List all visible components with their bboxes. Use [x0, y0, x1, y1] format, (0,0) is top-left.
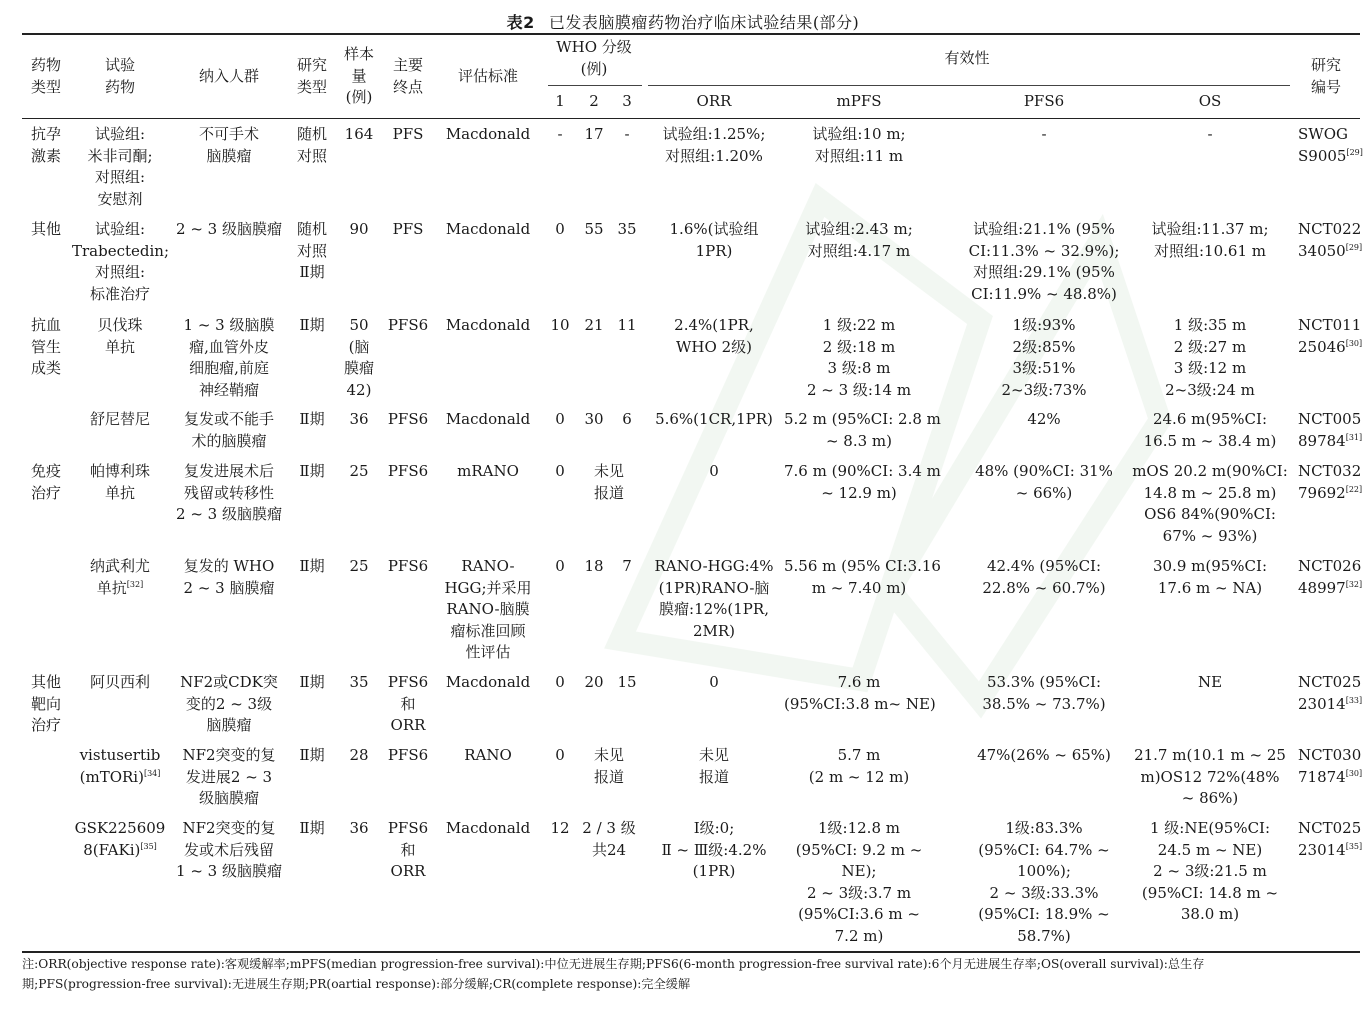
citation-ref: [35] — [1345, 841, 1363, 851]
col-header-orr: ORR — [696, 92, 732, 110]
cell-crit: Macdonald — [445, 220, 531, 238]
citation-ref: [35] — [140, 841, 157, 851]
cell-os: 30.9 m(95%CI: 17.6 m ~ NA) — [1152, 557, 1268, 597]
col-header-os: OS — [1198, 92, 1222, 110]
cell-mpfs: 7.6 m (90%CI: 3.4 m ~ 12.9 m) — [784, 462, 941, 502]
citation-ref: [22] — [1345, 484, 1363, 494]
cell-ep: PFS — [392, 220, 424, 238]
col-header-sample-size: 样本 量 (例) — [343, 45, 374, 107]
cell-os: 试验组:11.37 m; 对照组:10.61 m — [1151, 220, 1269, 260]
cell-orr: 1.6%(试验组 1PR) — [669, 220, 759, 260]
cell-cls: 免疫 治疗 — [30, 462, 61, 502]
cell-os: NE — [1197, 673, 1223, 691]
cell-mpfs: 1 级:22 m 2 级:18 m 3 级:8 m 2 ~ 3 级:14 m — [806, 316, 912, 399]
cell-n: 36 — [349, 819, 369, 837]
cell-type: Ⅱ期 — [299, 462, 325, 480]
cell-pfs6: - — [1041, 125, 1047, 143]
cell-drug: 帕博利珠 单抗 — [89, 462, 150, 502]
cell-w3: - — [624, 125, 630, 143]
col-header-study-type: 研究 类型 — [296, 56, 327, 96]
cell-crit: mRANO — [457, 462, 519, 480]
cell-w2-w3-merged: 2 / 3 级 共24 — [582, 819, 636, 859]
cell-orr: RANO-HGG:4% (1PR)RANO-脑 膜瘤:12%(1PR, 2MR) — [654, 557, 774, 640]
cell-ep: PFS6 — [387, 746, 429, 764]
citation-ref: [31] — [1345, 432, 1363, 442]
col-header-drug: 试验 药物 — [104, 56, 135, 96]
cell-type: Ⅱ期 — [299, 410, 325, 428]
cell-cls: 其他 — [30, 220, 61, 238]
cell-type: 随机 对照 — [296, 125, 327, 165]
cell-id: NCT011 25046[30] — [1298, 316, 1363, 356]
cell-crit: Macdonald — [445, 316, 531, 334]
citation-ref: [29] — [1346, 147, 1363, 157]
cell-pfs6: 53.3% (95%CI: 38.5% ~ 73.7%) — [982, 673, 1106, 713]
col-header-criteria: 评估标准 — [457, 67, 518, 85]
cell-type: Ⅱ期 — [299, 557, 325, 575]
citation-ref: [30] — [1345, 768, 1363, 778]
cell-crit: Macdonald — [445, 819, 531, 837]
cell-id: NCT032 79692[22] — [1298, 462, 1363, 502]
cell-id: NCT025 23014[35] — [1298, 819, 1363, 859]
cell-id: NCT022 34050[29] — [1298, 220, 1363, 260]
cell-orr: 0 — [709, 462, 719, 480]
cell-pop: 不可手术 脑膜瘤 — [198, 125, 259, 165]
table-label: 表2 — [506, 13, 535, 32]
col-header-pfs6: PFS6 — [1023, 92, 1065, 110]
cell-pfs6: 42.4% (95%CI: 22.8% ~ 60.7%) — [982, 557, 1106, 597]
cell-pfs6: 1级:83.3% (95%CI: 64.7% ~ 100%); 2 ~ 3级:33.3% (95%CI: 18.9% ~ 58.7%) — [978, 819, 1110, 945]
cell-drug: 试验组: 米非司酮; 对照组: 安慰剂 — [87, 125, 153, 208]
cell-n: 35 — [349, 673, 369, 691]
cell-ep: PFS6 和 ORR — [387, 673, 429, 735]
cell-pop: NF2突变的复 发或术后残留 1 ~ 3 级脑膜瘤 — [176, 819, 282, 881]
cell-pfs6: 试验组:21.1% (95% CI:11.3% ~ 32.9%); 对照组:29.1% (95% CI:11.9% ~ 48.8%) — [968, 220, 1120, 303]
cell-os: 21.7 m(10.1 m ~ 25 m)OS12 72%(48% ~ 86%) — [1134, 746, 1286, 808]
cell-w3: 35 — [617, 220, 637, 238]
cell-w1: 0 — [555, 673, 565, 691]
header-sub-rule — [548, 85, 642, 86]
cell-type: Ⅱ期 — [299, 316, 325, 334]
cell-orr: 未见 报道 — [698, 746, 729, 786]
cell-drug: vistusertib (mTORi)[34] — [79, 746, 161, 786]
cell-pfs6: 47%(26% ~ 65%) — [977, 746, 1111, 764]
cell-ep: PFS6 — [387, 316, 429, 334]
cell-w2: 30 — [584, 410, 604, 428]
cell-w1: 12 — [550, 819, 570, 837]
cell-pop: 1 ~ 3 级脑膜 瘤,血管外皮 细胞瘤,前庭 神经鞘瘤 — [183, 316, 275, 399]
cell-drug: GSK225609 8(FAKi)[35] — [74, 819, 166, 859]
cell-n: 50 (脑 膜瘤 42) — [343, 316, 374, 399]
cell-type: Ⅱ期 — [299, 819, 325, 837]
col-header-who-1: 1 — [555, 92, 565, 110]
cell-os: 1 级:35 m 2 级:27 m 3 级:12 m 2~3级:24 m — [1165, 316, 1255, 399]
header-bottom-rule — [22, 118, 1360, 119]
cell-pop: 2 ~ 3 级脑膜瘤 — [176, 220, 282, 238]
cell-drug: 试验组: Trabectedin; 对照组: 标准治疗 — [72, 220, 170, 303]
cell-drug: 纳武利尤 单抗[32] — [89, 557, 150, 597]
cell-cls: 抗孕 激素 — [30, 125, 61, 165]
citation-ref: [32] — [1345, 579, 1363, 589]
cell-crit: Macdonald — [445, 125, 531, 143]
cell-os: - — [1207, 125, 1213, 143]
cell-ep: PFS6 — [387, 410, 429, 428]
table-note-line-1: 注:ORR(objective response rate):客观缓解率;mPFS(median progression-free survival):中位无进展生存期;PFS6(6-month progression-free survival rate):6个月无进展生存率;OS(overall survival):总生存 — [22, 957, 1205, 971]
cell-orr: Ⅰ级:0; Ⅱ ~ Ⅲ级:4.2% (1PR) — [661, 819, 767, 881]
cell-id: NCT005 89784[31] — [1298, 410, 1363, 450]
cell-pfs6: 42% — [1027, 410, 1061, 428]
cell-w2-w3-merged: 未见 报道 — [593, 462, 624, 502]
table-caption — [0, 10, 1366, 33]
cell-mpfs: 1级:12.8 m (95%CI: 9.2 m ~ NE); 2 ~ 3级:3.7 m (95%CI:3.6 m ~ 7.2 m) — [795, 819, 923, 945]
cell-w1: 0 — [555, 220, 565, 238]
cell-pfs6: 48% (90%CI: 31% ~ 66%) — [975, 462, 1113, 502]
cell-cls: 抗血 管生 成类 — [30, 316, 61, 378]
cell-w1: - — [557, 125, 563, 143]
citation-ref: [33] — [1345, 695, 1363, 705]
cell-n: 36 — [349, 410, 369, 428]
cell-w2: 18 — [584, 557, 604, 575]
cell-n: 28 — [349, 746, 369, 764]
cell-w3: 6 — [622, 410, 632, 428]
cell-os: 1 级:NE(95%CI: 24.5 m ~ NE) 2 ~ 3级:21.5 m (95%CI: 14.8 m ~ 38.0 m) — [1141, 819, 1279, 924]
cell-cls: 其他 靶向 治疗 — [30, 673, 61, 735]
cell-w1: 0 — [555, 746, 565, 764]
cell-id: NCT030 71874[30] — [1298, 746, 1363, 786]
cell-pfs6: 1级:93% 2级:85% 3级:51% 2~3级:73% — [1001, 316, 1087, 399]
cell-n: 164 — [344, 125, 374, 143]
cell-pop: NF2或CDK突 变的2 ~ 3级 脑膜瘤 — [180, 673, 278, 735]
cell-type: Ⅱ期 — [299, 673, 325, 691]
cell-orr: 2.4%(1PR, WHO 2级) — [674, 316, 754, 356]
cell-mpfs: 试验组:2.43 m; 对照组:4.17 m — [805, 220, 913, 260]
col-header-who-3: 3 — [622, 92, 632, 110]
cell-mpfs: 7.6 m (95%CI:3.8 m~ NE) — [784, 673, 936, 713]
cell-crit: RANO — [464, 746, 512, 764]
cell-n: 90 — [349, 220, 369, 238]
cell-drug: 贝伐珠 单抗 — [97, 316, 143, 356]
cell-mpfs: 5.7 m (2 m ~ 12 m) — [808, 746, 910, 786]
cell-w1: 0 — [555, 557, 565, 575]
cell-w3: 15 — [617, 673, 637, 691]
col-header-who-grade: WHO 分级 (例) — [556, 38, 632, 78]
col-header-efficacy: 有效性 — [944, 49, 990, 67]
citation-ref: [30] — [1345, 338, 1363, 348]
cell-pop: 复发的 WHO 2 ~ 3 脑膜瘤 — [183, 557, 275, 597]
cell-w2: 17 — [584, 125, 604, 143]
cell-crit: Macdonald — [445, 410, 531, 428]
table-bottom-rule — [22, 951, 1360, 953]
cell-ep: PFS6 和 ORR — [387, 819, 429, 881]
cell-id: NCT026 48997[32] — [1298, 557, 1363, 597]
cell-os: mOS 20.2 m(90%CI: 14.8 m ~ 25.8 m) OS6 84%(90%CI: 67% ~ 93%) — [1132, 462, 1288, 545]
cell-crit: Macdonald — [445, 673, 531, 691]
col-header-population: 纳入人群 — [198, 67, 259, 85]
col-header-drug-class: 药物 类型 — [30, 56, 61, 96]
cell-drug: 阿贝西利 — [89, 673, 150, 691]
cell-w2: 21 — [584, 316, 604, 334]
cell-ep: PFS6 — [387, 557, 429, 575]
cell-orr: 试验组:1.25%; 对照组:1.20% — [662, 125, 766, 165]
cell-n: 25 — [349, 462, 369, 480]
cell-id: SWOG S9005[29] — [1298, 125, 1363, 165]
cell-ep: PFS6 — [387, 462, 429, 480]
cell-w2-w3-merged: 未见 报道 — [593, 746, 624, 786]
cell-n: 25 — [349, 557, 369, 575]
citation-ref: [34] — [143, 768, 161, 778]
cell-crit: RANO- HGG;并采用 RANO-脑膜 瘤标准回顾 性评估 — [444, 557, 532, 662]
citation-ref: [32] — [126, 579, 144, 589]
table-note-line-2: 期;PFS(progression-free survival):无进展生存期;PR(oartial response):部分缓解;CR(complete response):完全缓解 — [22, 977, 691, 991]
cell-pop: 复发或不能手 术的脑膜瘤 — [183, 410, 274, 450]
cell-drug: 舒尼替尼 — [89, 410, 150, 428]
cell-orr: 5.6%(1CR,1PR) — [655, 410, 773, 428]
cell-mpfs: 5.56 m (95% CI:3.16 m ~ 7.40 m) — [784, 557, 941, 597]
table-top-rule — [22, 33, 1360, 35]
cell-mpfs: 试验组:10 m; 对照组:11 m — [812, 125, 906, 165]
cell-w3: 7 — [622, 557, 632, 575]
col-header-study-id: 研究 编号 — [1310, 56, 1341, 96]
cell-orr: 0 — [709, 673, 719, 691]
col-header-endpoint: 主要 终点 — [392, 56, 423, 96]
citation-ref: [29] — [1345, 242, 1363, 252]
cell-id: NCT025 23014[33] — [1298, 673, 1363, 713]
cell-pop: 复发进展术后 残留或转移性 2 ~ 3 级脑膜瘤 — [176, 462, 282, 524]
col-header-who-2: 2 — [589, 92, 599, 110]
cell-mpfs: 5.2 m (95%CI: 2.8 m ~ 8.3 m) — [784, 410, 941, 450]
table-title: 已发表脑膜瘤药物治疗临床试验结果(部分) — [548, 13, 860, 32]
cell-os: 24.6 m(95%CI: 16.5 m ~ 38.4 m) — [1143, 410, 1277, 450]
cell-pop: NF2突变的复 发进展2 ~ 3 级脑膜瘤 — [182, 746, 276, 808]
cell-w3: 11 — [617, 316, 637, 334]
cell-type: 随机 对照 Ⅱ期 — [296, 220, 327, 282]
cell-type: Ⅱ期 — [299, 746, 325, 764]
col-header-mpfs: mPFS — [836, 92, 882, 110]
cell-ep: PFS — [392, 125, 424, 143]
header-sub-rule — [648, 85, 1290, 86]
cell-w2: 55 — [584, 220, 604, 238]
cell-w2: 20 — [584, 673, 604, 691]
cell-w1: 10 — [550, 316, 570, 334]
cell-w1: 0 — [555, 410, 565, 428]
cell-w1: 0 — [555, 462, 565, 480]
